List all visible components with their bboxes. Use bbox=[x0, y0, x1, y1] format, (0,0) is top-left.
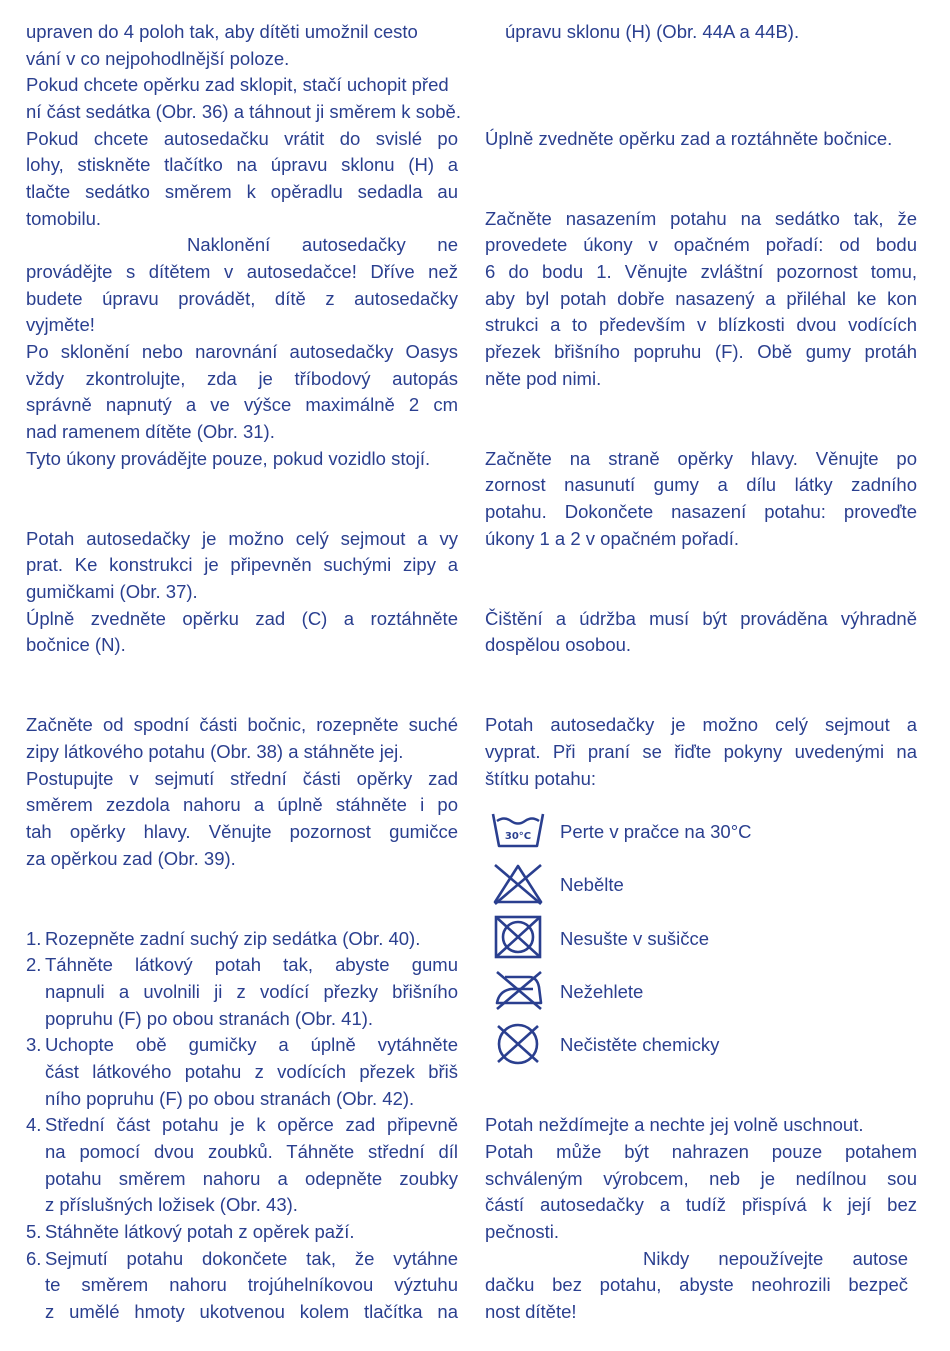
step-line: Rozepněte zadní suchý zip sedátka (Obr. 40). bbox=[45, 928, 421, 949]
text-line: tomobilu. bbox=[26, 208, 102, 229]
warning-line: provádějte s dítětem v autosedačce! Dříve než bbox=[26, 261, 458, 282]
wash-30-icon bbox=[491, 808, 545, 852]
warning-line: budete úpravu provádět, dítě z autosedačky bbox=[26, 288, 458, 309]
step-line: popruhu (F) po obou stranách (Obr. 41). bbox=[45, 1008, 374, 1029]
no-bleach-icon bbox=[491, 862, 545, 906]
text-line: něte pod nimi. bbox=[485, 368, 602, 389]
text-line: nad ramenem dítěte (Obr. 31). bbox=[26, 421, 275, 442]
text-line: tlačte sedátko směrem k opěradlu sedadla au bbox=[26, 181, 458, 202]
step-line: Uchopte obě gumičky a úplně vytáhněte bbox=[45, 1034, 458, 1055]
step-line: te směrem nahoru trojúhelníkovou výztuhu bbox=[45, 1274, 458, 1295]
text-line: vání v co nejpohodlnější poloze. bbox=[26, 48, 290, 69]
text-line: správně napnutý a ve výšce maximálně 2 cm bbox=[26, 394, 458, 415]
step-line: na pomocí dvou zoubků. Táhněte střední díl bbox=[45, 1141, 458, 1162]
text-line: lohy, stiskněte tlačítko na úpravu sklonu (H) a bbox=[26, 154, 458, 175]
text-line: potahu. Dokončete nasazení potahu: proveďte bbox=[485, 501, 917, 522]
text-line: tah opěrky hlavy. Věnujte pozornost gumičce bbox=[26, 821, 458, 842]
warning-line: dačku bez potahu, abyste neohrozili bezpeč bbox=[485, 1274, 908, 1295]
text-line: Postupujte v sejmutí střední části opěrky zad bbox=[26, 768, 458, 789]
step-line: Střední část potahu je k opěrce zad připevně bbox=[45, 1114, 458, 1135]
step-line: Táhněte látkový potah tak, abyste gumu bbox=[45, 954, 458, 975]
text-line: štítku potahu: bbox=[485, 768, 597, 789]
step-number: 4. bbox=[26, 1114, 42, 1135]
text-line: částí autosedačky a tudíž přispívá k její bez bbox=[485, 1194, 917, 1215]
text-line: strukci a to především v blízkosti dvou vodících bbox=[485, 314, 917, 335]
text-line: Po sklonění nebo narovnání autosedačky Oasys bbox=[26, 341, 458, 362]
text-line: Začněte nasazením potahu na sedátko tak, že bbox=[485, 208, 917, 229]
text-line: ní část sedátka (Obr. 36) a táhnout ji směrem k sobě. bbox=[26, 101, 461, 122]
text-line: provedete úkony v opačném pořadí: od bodu bbox=[485, 234, 917, 255]
step-number: 6. bbox=[26, 1248, 42, 1269]
step-line: ního popruhu (F) po obou stranách (Obr. 42). bbox=[45, 1088, 415, 1109]
text-line: Pokud chcete autosedačku vrátit do svislé po bbox=[26, 128, 458, 149]
text-line: zipy látkového potahu (Obr. 38) a stáhněte jej. bbox=[26, 741, 404, 762]
text-line: gumičkami (Obr. 37). bbox=[26, 581, 198, 602]
text-line: Potah autosedačky je možno celý sejmout a bbox=[485, 714, 917, 735]
text-line: schváleným výrobcem, neb je nedílnou sou bbox=[485, 1168, 917, 1189]
care-label: Nečistěte chemicky bbox=[560, 1034, 720, 1055]
no-tumble-dry-icon bbox=[491, 914, 545, 960]
text-line: směrem zezdola nahoru a úplně stáhněte i po bbox=[26, 794, 458, 815]
warning-line: Nikdy nepoužívejte autose bbox=[643, 1248, 908, 1269]
text-line: prat. Ke konstrukci je připevněn suchými zipy a bbox=[26, 554, 458, 575]
care-label: Nebělte bbox=[560, 874, 624, 895]
step-number: 3. bbox=[26, 1034, 42, 1055]
step-line: potahu směrem nahoru a odepněte zoubky bbox=[45, 1168, 458, 1189]
text-line: Začněte na straně opěrky hlavy. Věnujte po bbox=[485, 448, 917, 469]
text-line: aby byl potah dobře nasazený a přiléhal ke kon bbox=[485, 288, 917, 309]
step-line: část látkového potahu z vodících přezek břiš bbox=[45, 1061, 458, 1082]
text-line: Potah autosedačky je možno celý sejmout a vy bbox=[26, 528, 458, 549]
step-number: 5. bbox=[26, 1221, 42, 1242]
text-line: Začněte od spodní části bočnic, rozepněte suché bbox=[26, 714, 458, 735]
care-label: Nesušte v sušičce bbox=[560, 928, 710, 949]
care-label: Nežehlete bbox=[560, 981, 644, 1002]
text-line: zornost nasunutí gumy a dílu látky zadního bbox=[485, 474, 917, 495]
text-line: Úplně zvedněte opěrku zad (C) a roztáhněte bbox=[26, 608, 458, 629]
warning-line: vyjměte! bbox=[26, 314, 95, 335]
warning-line: Naklonění autosedačky ne bbox=[187, 234, 458, 255]
step-line: z příslušných ložisek (Obr. 43). bbox=[45, 1194, 298, 1215]
text-line: Potah neždímejte a nechte jej volně uschnout. bbox=[485, 1114, 864, 1135]
step-line: Sejmutí potahu dokončete tak, že vytáhne bbox=[45, 1248, 458, 1269]
text-line: za opěrkou zad (Obr. 39). bbox=[26, 848, 236, 869]
text-line: dospělou osobou. bbox=[485, 634, 632, 655]
text-line: pečnosti. bbox=[485, 1221, 560, 1242]
step-line: z umělé hmoty ukotvenou kolem tlačítka na bbox=[45, 1301, 458, 1322]
text-line: úpravu sklonu (H) (Obr. 44A a 44B). bbox=[505, 21, 800, 42]
text-line: Tyto úkony provádějte pouze, pokud vozidlo stojí. bbox=[26, 448, 431, 469]
text-line: upraven do 4 poloh tak, aby dítěti umožnil cesto bbox=[26, 21, 418, 42]
text-line: Čištění a údržba musí být prováděna výhradně bbox=[485, 608, 917, 629]
no-dry-clean-icon bbox=[491, 1021, 545, 1067]
text-line: přezek břišního popruhu (F). Obě gumy protáh bbox=[485, 341, 917, 362]
text-line: Pokud chcete opěrku zad sklopit, stačí uchopit před bbox=[26, 74, 449, 95]
text-line: Úplně zvedněte opěrku zad a roztáhněte bočnice. bbox=[485, 128, 893, 149]
text-line: úkony 1 a 2 v opačném pořadí. bbox=[485, 528, 740, 549]
step-line: napnuli a uvolnili ji z vodící přezky břišního bbox=[45, 981, 458, 1002]
text-line: vyprat. Při praní se řiďte pokyny uvedenými na bbox=[485, 741, 917, 762]
text-line: 6 do bodu 1. Věnujte zvláštní pozornost tomu, bbox=[485, 261, 917, 282]
step-number: 1. bbox=[26, 928, 42, 949]
warning-line: nost dítěte! bbox=[485, 1301, 577, 1322]
care-label: Perte v pračce na 30°C bbox=[560, 821, 752, 842]
no-iron-icon bbox=[491, 969, 545, 1011]
text-line: bočnice (N). bbox=[26, 634, 126, 655]
step-number: 2. bbox=[26, 954, 42, 975]
step-line: Stáhněte látkový potah z opěrek paží. bbox=[45, 1221, 355, 1242]
svg-text:30°C: 30°C bbox=[504, 831, 532, 842]
text-line: vždy zkontrolujte, zda je tříbodový autopás bbox=[26, 368, 458, 389]
text-line: Potah může být nahrazen pouze potahem bbox=[485, 1141, 917, 1162]
